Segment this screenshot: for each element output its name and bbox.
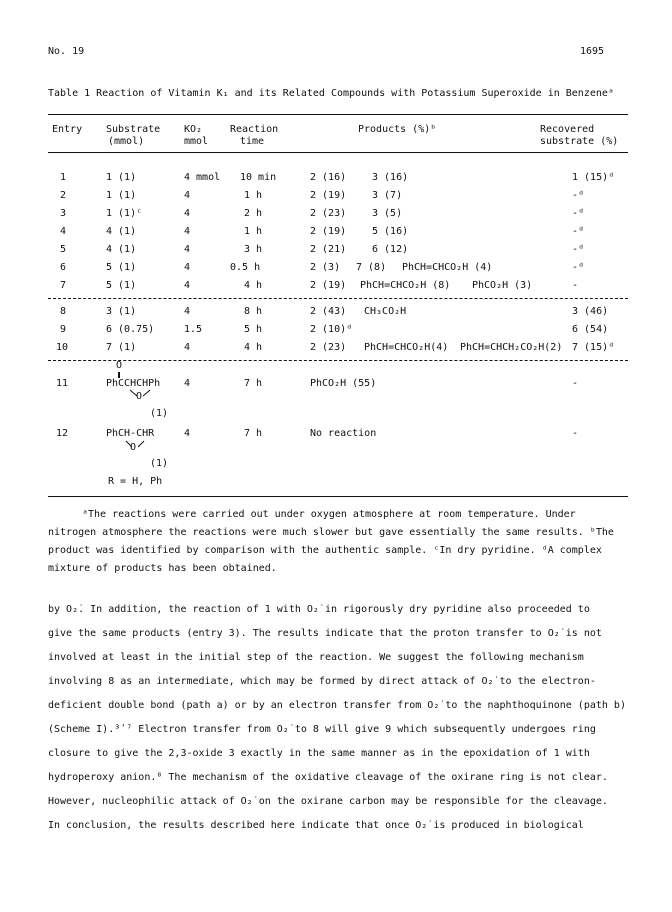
footnote-line: ᵃThe reactions were carried out under oxygen atmosphere at room temperature. Under — [82, 509, 576, 520]
cell-entry: 1 — [60, 172, 67, 183]
cell-product-1: 2 (3) — [310, 262, 341, 273]
table-group-divider — [48, 298, 628, 299]
cell-substrate: 1 (1) — [106, 172, 137, 183]
structure-carbonyl-o: O — [116, 360, 123, 371]
cell-ko2: 4 — [184, 244, 191, 255]
cell-product-1: 2 (23) — [310, 342, 347, 353]
cell-ko2: 4 — [184, 342, 191, 353]
table-row — [0, 280, 672, 294]
cell-time: 7 h — [244, 378, 263, 389]
cell-substrate: 5 (1) — [106, 280, 137, 291]
cell-time: 3 h — [244, 244, 263, 255]
cell-substrate: 7 (1) — [106, 342, 137, 353]
table-header-rule — [48, 152, 628, 153]
structure-epoxide-o: O — [136, 391, 143, 402]
structure-epoxide-o: O — [130, 442, 137, 453]
footnote-line: nitrogen atmosphere the reactions were much slower but gave essentially the same results. ᵇThe — [48, 527, 614, 538]
cell-recovered: -ᵈ — [572, 208, 585, 219]
cell-time: 1 h — [244, 190, 263, 201]
cell-product-1: 2 (19) — [310, 280, 347, 291]
cell-recovered: 3 (46) — [572, 306, 609, 317]
table-row — [0, 172, 672, 186]
page-number: 1695 — [580, 46, 605, 57]
cell-time: 10 min — [240, 172, 277, 183]
cell-entry: 3 — [60, 208, 67, 219]
cell-recovered: 7 (15)ᵈ — [572, 342, 615, 353]
r-group-definition: R = H, Ph — [108, 476, 163, 487]
cell-time: 4 h — [244, 280, 263, 291]
table-group-divider — [48, 360, 628, 361]
cell-substrate: 1 (1) — [106, 190, 137, 201]
body-line: hydroperoxy anion.⁸ The mechanism of the oxidative cleavage of the oxirane ring is not clear. — [48, 772, 608, 783]
cell-product-2: 3 (16) — [372, 172, 409, 183]
table-row — [0, 378, 672, 392]
cell-entry: 7 — [60, 280, 67, 291]
cell-substrate: 3 (1) — [106, 306, 137, 317]
cell-product-1: 2 (19) — [310, 226, 347, 237]
cell-product-2: 3 (5) — [372, 208, 403, 219]
table-footnotes — [48, 506, 638, 578]
table-row — [0, 306, 672, 320]
cell-product-3: PhCH=CHCH₂CO₂H(2) — [460, 342, 563, 353]
cell-product-1: No reaction — [310, 428, 377, 439]
header-recovered: Recovered — [540, 124, 595, 135]
cell-ko2: 4 — [184, 306, 191, 317]
cell-product-2: 5 (16) — [372, 226, 409, 237]
cell-substrate: PhCH-CHR — [106, 428, 155, 439]
cell-ko2: 4 — [184, 428, 191, 439]
cell-recovered: -ᵈ — [572, 244, 585, 255]
header-products: Products (%)ᵇ — [358, 124, 437, 135]
cell-product-2: 7 (8) — [356, 262, 387, 273]
table-row — [0, 324, 672, 338]
header-substrate: Substrate — [106, 124, 161, 135]
cell-product-2: 6 (12) — [372, 244, 409, 255]
table-row — [0, 208, 672, 222]
header-reaction: Reaction — [230, 124, 279, 135]
cell-entry: 9 — [60, 324, 67, 335]
cell-ko2: 4 — [184, 208, 191, 219]
cell-product-1: 2 (19) — [310, 190, 347, 201]
cell-ko2: 4 — [184, 262, 191, 273]
cell-product-3: PhCH=CHCO₂H (4) — [402, 262, 493, 273]
cell-entry: 11 — [56, 378, 69, 389]
cell-time: 1 h — [244, 226, 263, 237]
substrate-amount: (1) — [150, 408, 169, 419]
cell-recovered: -ᵈ — [572, 190, 585, 201]
table-bottom-rule — [48, 496, 628, 497]
cell-time: 7 h — [244, 428, 263, 439]
header-ko2-unit: mmol — [184, 136, 209, 147]
body-line: closure to give the 2,3-oxide 3 exactly in the same manner as in the epoxidation of 1 with — [48, 748, 590, 759]
cell-substrate: 6 (0.75) — [106, 324, 155, 335]
table-top-rule — [48, 114, 628, 115]
cell-ko2: 4 mmol — [184, 172, 221, 183]
cell-ko2: 4 — [184, 226, 191, 237]
substrate-amount: (1) — [150, 458, 169, 469]
body-line: involving 8 as an intermediate, which may be formed by direct attack of O₂̇ to the electron- — [48, 676, 596, 687]
body-line: by O₂̇. In addition, the reaction of 1 with O₂̇ in rigorously dry pyridine also proceeded to — [48, 604, 590, 615]
cell-product-1: 2 (23) — [310, 208, 347, 219]
body-line: deficient double bond (path a) or by an electron transfer from O₂̇ to the naphthoquinone (path b) — [48, 700, 626, 711]
cell-entry: 10 — [56, 342, 69, 353]
cell-recovered: - — [572, 428, 579, 439]
header-entry: Entry — [52, 124, 83, 135]
cell-substrate: PhCCHCHPh — [106, 378, 161, 389]
cell-time: 0.5 h — [230, 262, 261, 273]
cell-time: 8 h — [244, 306, 263, 317]
cell-substrate: 5 (1) — [106, 262, 137, 273]
table-row — [0, 226, 672, 240]
body-line: In conclusion, the results described here indicate that once O₂̇ is produced in biological — [48, 820, 584, 831]
cell-product-1: PhCO₂H (55) — [310, 378, 377, 389]
header-time: time — [240, 136, 265, 147]
body-line: involved at least in the initial step of the reaction. We suggest the following mechanism — [48, 652, 584, 663]
cell-time: 2 h — [244, 208, 263, 219]
cell-substrate: 1 (1)ᶜ — [106, 208, 143, 219]
header-substrate-unit: (mmol) — [108, 136, 145, 147]
cell-recovered: 6 (54) — [572, 324, 609, 335]
header-recovered-sub: substrate (%) — [540, 136, 619, 147]
footnote-line: mixture of products has been obtained. — [48, 563, 277, 574]
cell-product-2: PhCH=CHCO₂H(4) — [364, 342, 449, 353]
cell-product-2: CH₃CO₂H — [364, 306, 407, 317]
cell-ko2: 4 — [184, 280, 191, 291]
cell-product-1: 2 (16) — [310, 172, 347, 183]
cell-substrate: 4 (1) — [106, 244, 137, 255]
cell-ko2: 4 — [184, 190, 191, 201]
table-row — [0, 244, 672, 258]
cell-entry: 2 — [60, 190, 67, 201]
table-row — [0, 342, 672, 356]
cell-product-3: PhCO₂H (3) — [472, 280, 533, 291]
cell-entry: 12 — [56, 428, 69, 439]
cell-product-1: 2 (43) — [310, 306, 347, 317]
cell-substrate: 4 (1) — [106, 226, 137, 237]
table-row — [0, 190, 672, 204]
cell-product-1: 2 (21) — [310, 244, 347, 255]
cell-recovered: -ᵈ — [572, 226, 585, 237]
cell-product-1: 2 (10)ᵈ — [310, 324, 353, 335]
cell-recovered: - — [572, 378, 579, 389]
header-ko2: KO₂ — [184, 124, 203, 135]
table-row — [0, 428, 672, 442]
cell-time: 5 h — [244, 324, 263, 335]
cell-recovered: - — [572, 280, 579, 291]
cell-time: 4 h — [244, 342, 263, 353]
cell-entry: 5 — [60, 244, 67, 255]
body-line: However, nucleophilic attack of O₂̇ on the oxirane carbon may be responsible for the cleavage. — [48, 796, 608, 807]
table-caption: Table 1 Reaction of Vitamin K₁ and its Related Compounds with Potassium Superoxide in Benzeneᵃ — [48, 88, 614, 99]
cell-entry: 8 — [60, 306, 67, 317]
cell-ko2: 1.5 — [184, 324, 203, 335]
table-row — [0, 262, 672, 276]
cell-entry: 4 — [60, 226, 67, 237]
journal-issue: No. 19 — [48, 46, 85, 57]
body-line: give the same products (entry 3). The results indicate that the proton transfer to O₂̇ is not — [48, 628, 602, 639]
body-text — [48, 598, 628, 838]
footnote-line: product was identified by comparison with the authentic sample. ᶜIn dry pyridine. ᵈA complex — [48, 545, 602, 556]
cell-recovered: -ᵈ — [572, 262, 585, 273]
cell-product-2: PhCH=CHCO₂H (8) — [360, 280, 451, 291]
cell-recovered: 1 (15)ᵈ — [572, 172, 615, 183]
cell-product-2: 3 (7) — [372, 190, 403, 201]
cell-ko2: 4 — [184, 378, 191, 389]
body-line: (Scheme I).³ʹ⁷ Electron transfer from O₂̇ to 8 will give 9 which subsequently undergoes ring — [48, 724, 596, 735]
cell-entry: 6 — [60, 262, 67, 273]
